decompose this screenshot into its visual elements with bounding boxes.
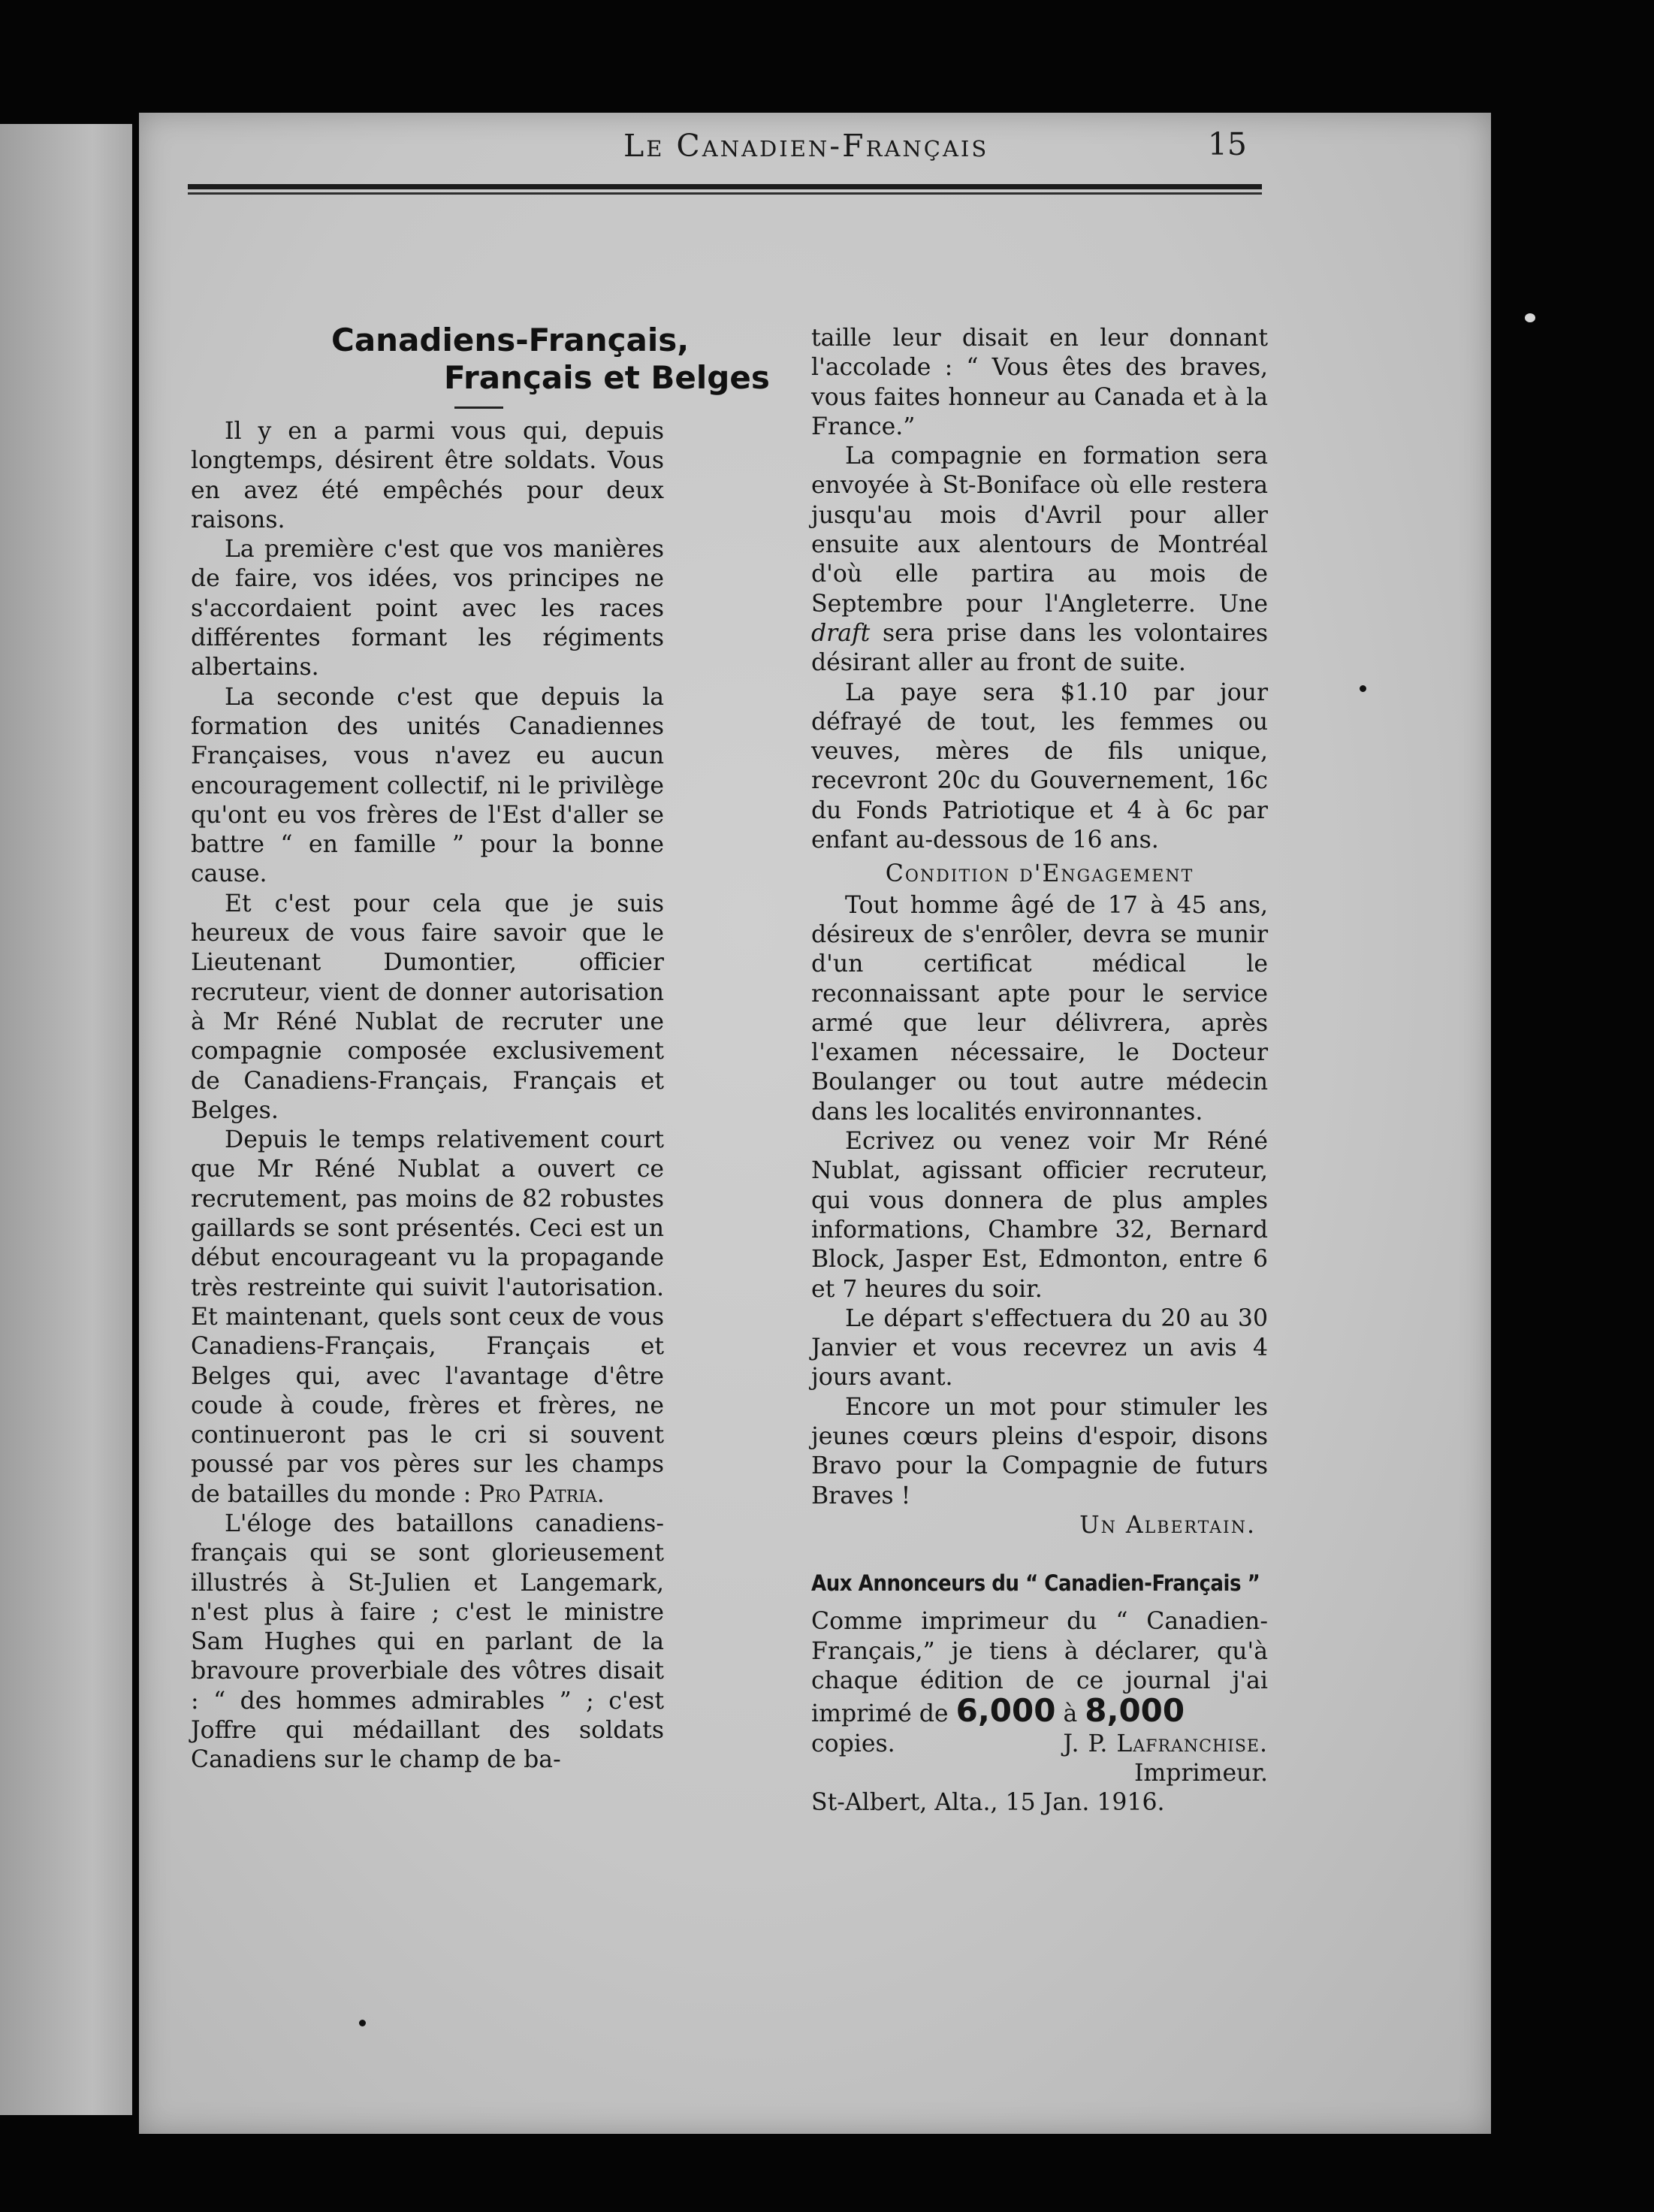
- article-paragraph: [811, 442, 1268, 678]
- headline-divider: [454, 406, 503, 409]
- article-paragraph: Ecrivez ou venez voir Mr Réné Nublat, agissant officier recruteur, qui vous donnera de plus amples informations, Chambre 32, Bernard Block, Jasper Est, Edmonton, entre 6 et 7 heures du soir.: [811, 1128, 1268, 1303]
- article-headline-line2: Français et Belges: [444, 359, 770, 396]
- speck: [1360, 685, 1366, 692]
- article-paragraph: Et c'est pour cela que je suis heureux de vous faire savoir que le Lieutenant Dumontier, officier recruteur, vient de donner autorisation à Mr Réné Nublat de recruter une compagnie composée exclusivement de Canadiens-Français, Français et Belges.: [191, 890, 664, 1124]
- notice-place-date: St-Albert, Alta., 15 Jan. 1916.: [811, 1789, 1165, 1817]
- article-italic-word: draft: [811, 619, 871, 647]
- header-rule-thin: [188, 192, 1262, 195]
- page-header: [188, 128, 1262, 173]
- notice-heading: Aux Annonceurs du “ Canadien-Français ”: [811, 1570, 1260, 1597]
- adjacent-page-edge: [0, 124, 132, 2115]
- motto-text: Pro Patria.: [478, 1480, 605, 1508]
- header-rule: [188, 184, 1262, 189]
- running-title: Le Canadien-Français: [623, 128, 989, 164]
- article-text: Depuis le temps relativement court que Mr Réné Nublat a ouvert ce recrutement, pas moins de 82 robustes gaillards se sont présentés. Ceci est un début encourageant vu la propagande très restreinte qui suivit l'autorisation. Et maintenant, quels sont ceux de vous Canadiens-Français, Français et Belges qui, avec l'avantage d'être coude à coude, frères et frères, ne continueront pas le cri si souvent poussé par vos pères sur les champs de batailles du monde :: [191, 1126, 664, 1508]
- notice-body: Comme imprimeur du “ Canadien-Français,” je tiens à déclarer, qu'à chaque édition de ce journal j'ai imprimé de: [811, 1608, 1268, 1728]
- article-signature: Un Albertain.: [1079, 1511, 1256, 1539]
- article-headline-line1: Canadiens-Français,: [331, 322, 690, 358]
- article-paragraph: La première c'est que vos manières de faire, vos idées, vos principes ne s'accordaient point avec les races différentes formant les régiments albertains.: [191, 536, 664, 681]
- speck: [1525, 313, 1535, 322]
- left-column: [191, 417, 664, 1775]
- speck: [359, 2020, 366, 2026]
- article-paragraph: [191, 1126, 664, 1509]
- printer-name: J. P. Lafranchise.: [1063, 1730, 1268, 1757]
- notice-text: [811, 1607, 1268, 1729]
- article-paragraph: L'éloge des bataillons canadiens-français qui se sont glorieusement illustrés à St-Julien et Langemark, n'est plus à faire ; c'est le ministre Sam Hughes qui en parlant de la bravoure proverbiale des vôtres disait : “ des hommes admirables ” ; c'est Joffre qui médaillant des soldats Canadiens sur le champ de ba-: [191, 1509, 664, 1774]
- article-paragraph: Encore un mot pour stimuler les jeunes cœurs pleins d'espoir, disons Bravo pour la Compagnie de futurs Braves !: [811, 1393, 1268, 1509]
- article-paragraph-continued: taille leur disait en leur donnant l'accolade : “ Vous êtes des braves, vous faites honneur au Canada et à la France.”: [811, 325, 1268, 440]
- notice-number-from: 6,000: [955, 1692, 1056, 1730]
- right-column: [811, 324, 1268, 1818]
- article-text: sera prise dans les volontaires désirant aller au front de suite.: [811, 619, 1268, 677]
- article-paragraph: Il y en a parmi vous qui, depuis longtemps, désirent être soldats. Vous en avez été empêchés pour deux raisons.: [191, 418, 664, 533]
- notice-copies: copies.: [811, 1730, 895, 1757]
- article-paragraph: Le départ s'effectuera du 20 au 30 Janvier et vous recevrez un avis 4 jours avant.: [811, 1304, 1268, 1392]
- printer-title: Imprimeur.: [1133, 1759, 1268, 1787]
- notice-number-to: 8,000: [1085, 1692, 1185, 1730]
- article-paragraph: La paye sera $1.10 par jour défrayé de tout, les femmes ou veuves, mères de fils unique, recevront 20c du Gouvernement, 16c du Fonds Patriotique et 4 à 6c par enfant au-dessous de 16 ans.: [811, 678, 1268, 854]
- page-number: 15: [1207, 126, 1247, 162]
- article-paragraph: Tout homme âgé de 17 à 45 ans, désireux de s'enrôler, devra se munir d'un certificat médical le reconnaissant apte pour le service armé que leur délivrera, après l'examen nécessaire, le Docteur Boulanger ou tout autre médecin dans les localités environnantes.: [811, 891, 1268, 1126]
- article-text: La compagnie en formation sera envoyée à St-Boniface où elle restera jusqu'au mois d'Avril pour aller ensuite aux alentours de Montréal d'où elle partira au mois de Septembre pour l'Angleterre. Une: [811, 443, 1268, 618]
- article-paragraph: La seconde c'est que depuis la formation des unités Canadiennes Françaises, vous n'avez eu aucun encouragement collectif, ni le privilège qu'ont eu vos frères de l'Est d'aller se battre “ en famille ” pour la bonne cause.: [191, 683, 664, 888]
- notice-copies-line: [811, 1730, 1268, 1759]
- notice-number-sep: à: [1063, 1700, 1078, 1728]
- conditions-heading: Condition d'Engagement: [885, 860, 1194, 888]
